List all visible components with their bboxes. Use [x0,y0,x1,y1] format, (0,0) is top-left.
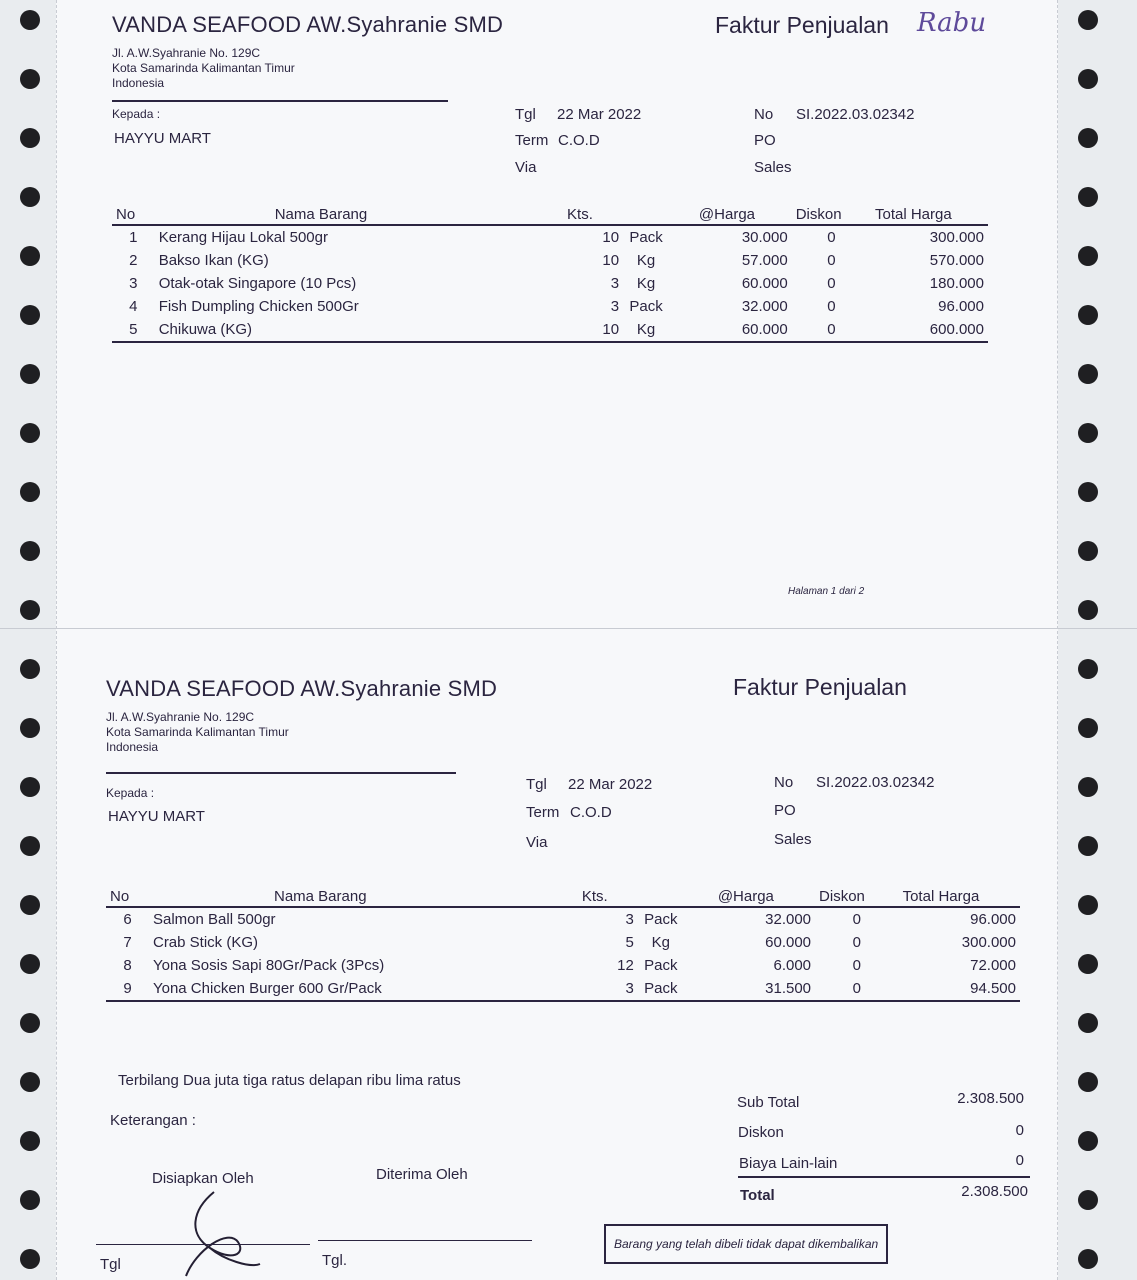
tractor-hole [1078,482,1098,502]
invoice-date: 22 Mar 2022 [557,106,642,123]
item-unit: Pack [644,957,678,974]
tractor-hole [1078,1249,1098,1269]
subtotal-label: Sub Total [737,1094,800,1111]
item-unit: Pack [644,980,678,997]
item-no: 3 [129,275,138,292]
customer-name-page-2: HAYYU MART [108,808,205,825]
tractor-hole [1078,423,1098,443]
item-total: 96.000 [970,911,1016,928]
tractor-hole [1078,364,1098,384]
item-qty-unit [578,954,714,977]
item-unit: Kg [636,252,656,269]
item-price: 60.000 [695,318,792,342]
terbilang-text: Terbilang Dua juta tiga ratus delapan ribu lima ratus [118,1072,461,1089]
tractor-hole [1078,1072,1098,1092]
signature-line-received [318,1240,532,1241]
tractor-hole [20,187,40,207]
tractor-hole [1078,10,1098,30]
item-qty-unit [578,977,714,1001]
tractor-hole [20,541,40,561]
item-qty-unit [563,295,695,318]
item-price: 60.000 [741,275,788,292]
signature-mark [174,1188,264,1280]
page-indicator: Halaman 1 dari 2 [788,586,865,597]
item-discount: 0 [827,229,836,246]
term-label: Term [515,132,549,149]
table-row [106,931,1020,954]
item-price: 60.000 [765,934,812,951]
document-title: Faktur Penjualan [715,12,889,38]
col-price: @Harga [695,206,792,225]
item-price: 6.000 [773,957,812,974]
items-body-page-1 [112,225,988,342]
item-qty-unit [578,907,714,931]
header-divider-page-2 [106,772,456,774]
item-qty-unit [563,249,695,272]
table-row [112,225,988,249]
tractor-hole [1078,1190,1098,1210]
discount-label: Diskon [738,1124,784,1141]
item-name: Chikuwa (KG) [155,318,563,342]
item-name: Bakso Ikan (KG) [158,252,269,269]
item-price: 57.000 [741,252,788,269]
tractor-hole [1078,1013,1098,1033]
tractor-hole [1078,895,1098,915]
item-total: 94.500 [899,977,1020,1001]
item-price: 31.500 [714,977,815,1001]
kepada-label: Kepada : [112,107,161,121]
tractor-hole [20,10,40,30]
document-title-page-2: Faktur Penjualan [733,674,907,700]
item-qty-unit [563,272,695,295]
tractor-hole [1078,836,1098,856]
tgl-received-label: Tgl. [322,1252,348,1269]
handwritten-day: Rabu [917,8,987,38]
tractor-hole [1078,541,1098,561]
via-label: Via [526,834,548,851]
via-label: Via [515,159,537,176]
col-price: @Harga [714,888,815,907]
tractor-hole [20,364,40,384]
item-unit: Kg [651,934,670,951]
tractor-hole [1078,246,1098,266]
tractor-hole [1078,128,1098,148]
tractor-hole [1078,600,1098,620]
keterangan-label: Keterangan : [110,1112,196,1129]
item-total: 180.000 [929,275,984,292]
address-line-3: Indonesia [112,76,165,90]
item-discount: 0 [852,911,861,928]
item-discount: 0 [815,977,899,1001]
item-no: 6 [123,911,132,928]
other-costs-value: 0 [1015,1152,1024,1169]
col-total: Total Harga [899,888,1020,907]
address-line-1: Jl. A.W.Syahranie No. 129C [106,710,255,724]
page-perforation [0,628,1137,629]
item-name: Salmon Ball 500gr [152,911,276,928]
tractor-hole [20,600,40,620]
received-by-label: Diterima Oleh [376,1166,468,1183]
tractor-hole [1078,777,1098,797]
item-qty: 10 [602,321,620,338]
item-unit: Pack [629,298,663,315]
company-address [112,46,295,91]
address-line-3: Indonesia [106,740,159,754]
item-no: 8 [123,957,132,974]
item-price: 32.000 [765,911,812,928]
col-name: Nama Barang [149,888,578,907]
tgl-label: Tgl [515,106,536,123]
table-row [106,907,1020,931]
tractor-hole [20,1249,40,1269]
tractor-hole [20,1013,40,1033]
address-line-2: Kota Samarinda Kalimantan Timur [106,725,289,739]
item-qty: 10 [602,229,620,246]
tgl-label: Tgl [526,776,547,793]
item-qty: 5 [625,934,634,951]
item-no: 2 [129,252,138,269]
item-discount: 0 [827,275,836,292]
invoice-date: 22 Mar 2022 [568,776,653,793]
item-unit: Pack [629,229,663,246]
item-discount: 0 [852,957,861,974]
item-total: 300.000 [929,229,984,246]
col-no: No [106,888,149,907]
table-row [112,249,988,272]
col-discount: Diskon [792,206,871,225]
tractor-hole [20,1072,40,1092]
term-value: C.O.D [570,804,612,821]
company-address-page-2 [106,710,289,755]
item-qty: 3 [610,275,620,292]
item-total: 96.000 [938,298,984,315]
item-no: 5 [112,318,155,342]
item-discount: 0 [827,252,836,269]
item-unit: Kg [636,321,656,338]
item-total: 72.000 [970,957,1016,974]
tractor-hole [20,895,40,915]
tractor-hole [20,718,40,738]
items-table-page-2 [106,888,1020,1002]
sales-label: Sales [774,831,812,848]
col-no: No [112,206,155,225]
signature-line-prepared [96,1244,310,1245]
term-label: Term [526,804,560,821]
items-header-row [112,206,988,225]
company-name: VANDA SEAFOOD AW.Syahranie SMD [112,12,504,37]
item-name: Yona Chicken Burger 600 Gr/Pack [149,977,578,1001]
col-total: Total Harga [871,206,988,225]
items-header-row [106,888,1020,907]
item-price: 30.000 [741,229,788,246]
item-total: 300.000 [961,934,1016,951]
address-line-2: Kota Samarinda Kalimantan Timur [112,61,295,75]
tractor-hole [20,954,40,974]
tractor-hole [20,1131,40,1151]
item-qty-unit [563,225,695,249]
items-table-page-1 [112,206,988,343]
col-discount: Diskon [815,888,899,907]
item-name: Kerang Hijau Lokal 500gr [158,229,328,246]
item-discount: 0 [792,318,871,342]
company-name-page-2: VANDA SEAFOOD AW.Syahranie SMD [106,676,498,701]
prepared-by-label: Disiapkan Oleh [152,1170,254,1187]
item-unit: Pack [644,911,678,928]
tractor-hole [20,69,40,89]
tractor-hole [20,128,40,148]
tgl-prepared-label: Tgl [100,1256,121,1273]
item-no: 1 [129,229,138,246]
item-qty: 10 [602,252,620,269]
item-discount: 0 [827,298,836,315]
tractor-hole [20,305,40,325]
item-qty: 3 [610,298,620,315]
item-no: 4 [129,298,138,315]
no-label: No [754,106,774,123]
tractor-hole [1078,718,1098,738]
item-total: 600.000 [871,318,988,342]
tractor-hole [1078,659,1098,679]
item-qty: 3 [625,911,634,928]
item-price: 32.000 [741,298,788,315]
tractor-hole [1078,69,1098,89]
sales-label: Sales [754,159,792,176]
customer-name: HAYYU MART [114,130,211,147]
header-divider [112,100,448,102]
discount-value: 0 [1015,1122,1024,1139]
tractor-hole [20,836,40,856]
table-row [112,295,988,318]
tractor-hole [20,777,40,797]
item-qty: 12 [617,957,634,974]
term-value: C.O.D [558,132,600,149]
col-qty: Kts. [563,206,695,225]
item-name: Crab Stick (KG) [152,934,258,951]
table-row [112,272,988,295]
col-name: Nama Barang [155,206,563,225]
other-costs-label: Biaya Lain-lain [739,1155,838,1172]
totals-divider [738,1176,1030,1178]
tractor-hole [1078,1131,1098,1151]
item-qty: 3 [625,980,634,997]
tractor-hole [20,482,40,502]
tractor-hole [20,1190,40,1210]
item-no: 7 [123,934,132,951]
total-label: Total [740,1187,775,1204]
item-name: Yona Sosis Sapi 80Gr/Pack (3Pcs) [152,957,385,974]
items-body-page-2 [106,907,1020,1001]
item-name: Otak-otak Singapore (10 Pcs) [158,275,357,292]
tractor-hole [20,246,40,266]
item-no: 9 [106,977,149,1001]
tractor-hole [1078,187,1098,207]
table-row [106,977,1020,1001]
no-return-notice: Barang yang telah dibeli tidak dapat dikembalikan [604,1224,888,1264]
no-label: No [774,774,794,791]
address-line-1: Jl. A.W.Syahranie No. 129C [112,46,261,60]
po-label: PO [774,802,796,819]
tractor-hole [1078,305,1098,325]
subtotal-value: 2.308.500 [957,1090,1024,1107]
col-qty: Kts. [578,888,714,907]
tractor-holes-right [1068,0,1108,1280]
item-name: Fish Dumpling Chicken 500Gr [158,298,359,315]
item-qty-unit [563,318,695,342]
tractor-hole [20,423,40,443]
invoice-number: SI.2022.03.02342 [796,106,915,123]
table-row [112,318,988,342]
tractor-hole [20,659,40,679]
item-discount: 0 [852,934,861,951]
table-row [106,954,1020,977]
invoice-number: SI.2022.03.02342 [816,774,935,791]
tractor-holes-left [10,0,50,1280]
total-value: 2.308.500 [961,1183,1028,1200]
item-unit: Kg [636,275,656,292]
item-qty-unit [578,931,714,954]
item-total: 570.000 [929,252,984,269]
po-label: PO [754,132,776,149]
tractor-hole [1078,954,1098,974]
kepada-label-page-2: Kepada : [106,786,155,800]
